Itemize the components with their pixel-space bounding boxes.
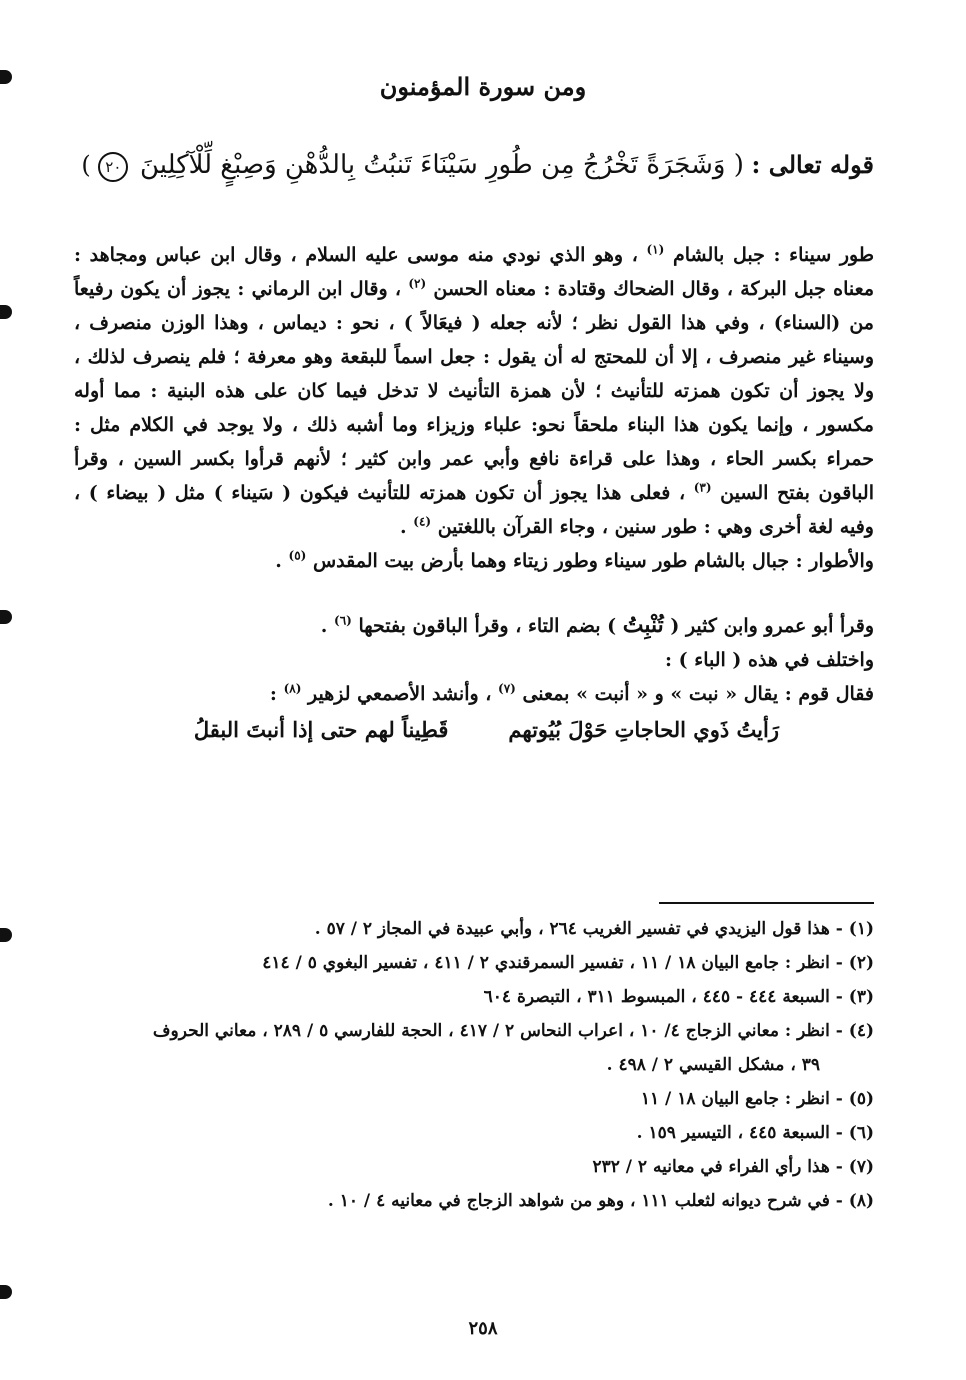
- paragraph-text: والأطوار : جبال بالشام طور سيناء وطور زيتاء وهما بأرض بيت المقدس: [306, 550, 874, 572]
- footnote-number: (٦): [848, 1123, 874, 1143]
- footnote-item: [64, 1014, 874, 1048]
- paragraph-text: .: [320, 615, 334, 637]
- footnote-text: انظر : معاني الزجاج ٤/ ١٠ ، اعراب النحاس ٢ / ٤١٧ ، الحجة للفارسي ٥ / ٢٨٩ ، معاني الحروف: [152, 1021, 830, 1041]
- paragraph-text: ، فعلى هذا يجوز أن تكون همزته للتأنيث فيكون ( سَيناء ) مثل ( بيضاء ) ، وفيه لغة أخرى وهي : طور سنين ، وجاء القرآن باللغتين: [74, 482, 874, 538]
- verse-close-paren: ): [81, 151, 91, 179]
- footnote-ref: (١): [646, 242, 665, 257]
- paragraph-text: .: [275, 550, 289, 572]
- footnote-dash: -: [829, 1021, 849, 1041]
- verse-intro: قوله تعالى :: [751, 150, 874, 179]
- footnote-item: [64, 912, 874, 946]
- quran-word: تُنْبِتُ: [622, 612, 664, 638]
- paragraph-text: ) بضم التاء ، وقرأ الباقون بفتحها: [351, 615, 623, 637]
- binding-hole-mark: [0, 610, 12, 624]
- commentary-paragraph: واختلف في هذه ( الباء ) :: [665, 649, 874, 671]
- page-number: ٢٥٨: [468, 1318, 498, 1339]
- footnote-text: هذا قول اليزيدي في تفسير الغريب ٢٦٤ ، وأبي عبيدة في المجاز ٢ / ٥٧ .: [314, 919, 830, 939]
- paragraph-text: طور سيناء : جبل بالشام: [664, 244, 874, 266]
- paragraph-text: ، وأنشد الأصمعي لزهير: [301, 683, 499, 705]
- commentary-paragraph: [74, 677, 874, 711]
- footnote-dash: -: [829, 1191, 849, 1211]
- ayah-number-marker: ٢٠: [98, 152, 128, 182]
- poem-first-hemistich: رَأيتُ ذَوي الحاجاتِ حَوْلَ بُيُوتهم: [508, 717, 779, 742]
- paragraph-text: فقال قوم : يقال « نبت » و « أنبت » بمعنى: [515, 683, 874, 705]
- poem-verse: [74, 713, 874, 747]
- spacer: [74, 578, 874, 608]
- paragraph-text: :: [269, 683, 284, 705]
- footnote-number: (٣): [848, 987, 874, 1007]
- footnote-dash: -: [829, 1123, 849, 1143]
- surah-title: ومن سورة المؤمنون: [379, 72, 587, 101]
- footnote-number: (٥): [848, 1089, 874, 1109]
- footnote-ref: (٥): [288, 548, 307, 563]
- footnote-separator: [659, 902, 874, 904]
- footnote-dash: -: [829, 919, 849, 939]
- footnote-number: (١): [848, 919, 874, 939]
- footnote-ref: (٤): [413, 514, 432, 529]
- footnote-number: (٢): [848, 953, 874, 973]
- commentary-paragraph: [74, 544, 874, 578]
- footnote-dash: -: [829, 987, 849, 1007]
- footnote-ref: (٣): [693, 480, 712, 495]
- footnote-text: السبعة ٤٤٥ ، التيسير ١٥٩ .: [636, 1123, 830, 1143]
- footnote-ref: (٦): [334, 613, 352, 628]
- footnote-number: (٨): [848, 1191, 874, 1211]
- footnote-item: [64, 1116, 874, 1150]
- footnote-ref: (٨): [283, 681, 302, 696]
- footnotes-list: [64, 912, 874, 1218]
- footnote-item: [64, 1082, 874, 1116]
- commentary-body: [74, 238, 874, 747]
- footnote-dash: -: [829, 1157, 849, 1177]
- paragraph-text: وقرأ أبو عمرو وابن كثير (: [663, 615, 874, 637]
- binding-hole-mark: [0, 305, 12, 319]
- footnote-text: انظر : جامع البيان ١٨ / ١١: [640, 1089, 830, 1109]
- poem-second-hemistich: قَطِيناً لهم حتى إذا أنبتَ البقلُ: [193, 717, 449, 742]
- footnote-text: انظر : جامع البيان ١٨ / ١١ ، تفسير السمرقندي ٢ / ٤١١ ، تفسير البغوي ٥ / ٤١٤: [262, 953, 830, 973]
- footnote-dash: -: [829, 1089, 849, 1109]
- footnote-continuation: ٣٩ ، مشكل القيسي ٢ / ٤٩٨ .: [606, 1055, 820, 1075]
- footnote-number: (٤): [848, 1021, 874, 1041]
- footnote-ref: (٧): [498, 681, 516, 696]
- footnote-item: [64, 946, 874, 980]
- footnote-text: في شرح ديوانه لثعلب ١١١ ، وهو من شواهد الزجاج في معانيه ٤ / ١٠ .: [327, 1191, 830, 1211]
- binding-hole-mark: [0, 1285, 12, 1299]
- paragraph-text: ، وهو الذي نودي منه موسى عليه السلام ، وقال ابن عباس ومجاهد : معناه جبل البركة ، وقال الضحاك وقتادة : معناه الحسن: [74, 244, 874, 300]
- footnote-number: (٧): [848, 1157, 874, 1177]
- quran-verse-text: ( وَشَجَرَةً تَخْرُجُ مِن طُورِ سَيْنَاءَ تَنبُتُ بِالدُّهْنِ وَصِبْغٍ لِّلْآكِلِينَ: [139, 150, 744, 180]
- commentary-paragraph: [74, 238, 874, 544]
- footnote-item: [64, 1184, 874, 1218]
- footnote-text: السبعة ٤٤٤ - ٤٤٥ ، المبسوط ٣١١ ، التبصرة ٦٠٤: [483, 987, 830, 1007]
- binding-hole-mark: [0, 928, 12, 942]
- footnote-text: هذا رأي الفراء في معانيه ٢ / ٢٣٢: [592, 1157, 830, 1177]
- paragraph-text: ، وقال ابن الرماني : يجوز أن يكون رفيعاً من (السناء) ، وفي هذا القول نظر ؛ لأنه جعله ( فيعَالاً ) ، نحو : ديماس ، وهذا الوزن منصرف ، وسيناء غير منصرف ، إلا أن للمحتج له أن يقول : جعل اسماً للبقعة وهو معرفة ؛ فلم ينصرف لذلك ، ولا يجوز أن تكون همزته للتأنيث ؛ لأن همزة التأنيث لا تدخل فيما كان على هذه البنية : مما أوله مكسور ، وإنما يكون هذا البناء ملحقاً نحو: علباء وزيزاء وما أشبه ذلك ، ولا يوجد في الكلام مثل : حمراء بكسر الحاء ، وهذا على قراءة نافع وأبي عمر وابن كثير ؛ لأنهم قرأوا بكسر السين ، وقرأ الباقون بفتح السين: [74, 278, 874, 504]
- footnote-ref: (٢): [408, 276, 427, 291]
- commentary-paragraph: [74, 608, 874, 643]
- footnote-item: [64, 980, 874, 1014]
- footnote-dash: -: [829, 953, 849, 973]
- paragraph-text: .: [400, 516, 414, 538]
- footnote-item: [64, 1150, 874, 1184]
- quran-verse-line: [81, 150, 874, 182]
